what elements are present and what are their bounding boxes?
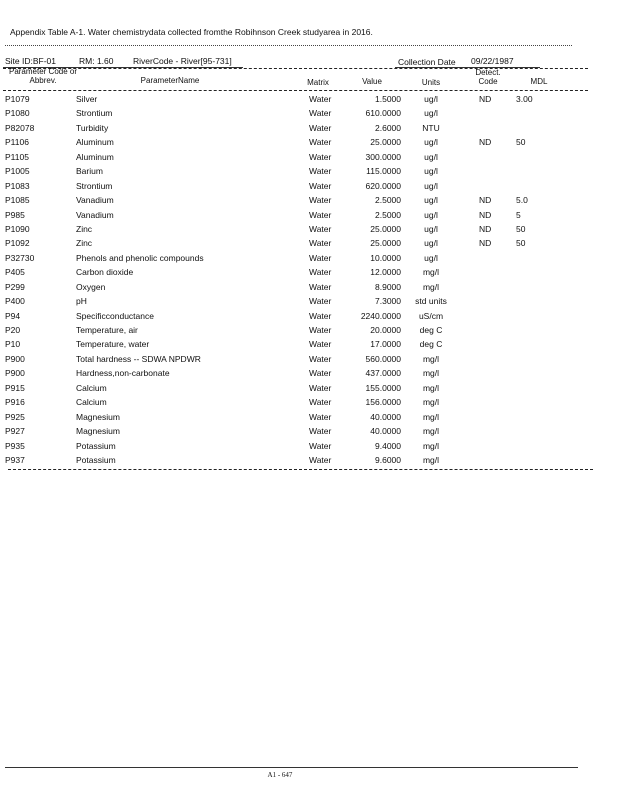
parameter-name-cell: Turbidity — [76, 122, 109, 133]
column-header-divider — [3, 90, 588, 91]
mdl-cell: 5 — [516, 209, 521, 220]
matrix-cell: Water — [309, 454, 332, 465]
value-cell: 2240.0000 — [360, 310, 401, 321]
value-cell: 25.0000 — [370, 137, 401, 148]
parameter-code-cell: P299 — [5, 281, 25, 292]
parameter-code-cell: P405 — [5, 267, 25, 278]
parameter-code-cell: P1083 — [5, 180, 30, 191]
table-row — [0, 265, 618, 279]
mdl-cell: 50 — [516, 238, 526, 249]
column-header-matrix: Matrix — [307, 78, 329, 87]
parameter-name-cell: Calcium — [76, 382, 107, 393]
value-cell: 10.0000 — [370, 252, 401, 263]
parameter-code-cell: P1092 — [5, 238, 30, 249]
collection-date-label: Collection Date — [398, 57, 456, 67]
parameter-code-cell: P937 — [5, 454, 25, 465]
matrix-cell: Water — [309, 195, 332, 206]
detect-code-cell: ND — [479, 137, 492, 148]
parameter-code-cell: P925 — [5, 411, 25, 422]
table-row — [0, 150, 618, 164]
value-cell: 2.6000 — [375, 122, 401, 133]
parameter-name-cell: Carbon dioxide — [76, 267, 134, 278]
parameter-code-cell: P1106 — [5, 137, 29, 148]
units-cell: ug/l — [424, 209, 438, 220]
units-cell: ug/l — [424, 252, 438, 263]
table-row — [0, 208, 618, 222]
column-header-units: Units — [421, 78, 441, 87]
matrix-cell: Water — [309, 94, 332, 104]
parameter-code-cell: P32730 — [5, 252, 35, 263]
parameter-code-cell: P94 — [5, 310, 21, 321]
detect-code-cell: ND — [479, 223, 492, 234]
parameter-name-cell: Hardness,non-carbonate — [76, 368, 170, 379]
table-row — [0, 179, 618, 193]
units-cell: NTU — [422, 122, 440, 133]
units-cell: mg/l — [422, 426, 440, 437]
units-cell: mg/l — [422, 281, 440, 292]
value-cell: 17.0000 — [370, 339, 401, 350]
units-cell: ug/l — [424, 108, 438, 119]
value-cell: 7.3000 — [375, 296, 401, 307]
units-cell: ug/l — [424, 180, 438, 191]
mdl-cell: 3.00 — [516, 94, 533, 104]
units-cell: ug/l — [424, 137, 438, 148]
matrix-cell: Water — [309, 440, 332, 451]
units-cell: mg/l — [422, 368, 440, 379]
table-row — [0, 424, 618, 438]
parameter-name-cell: Specificconductance — [76, 310, 154, 321]
river-code: RiverCode - River[95-731] — [133, 56, 232, 66]
parameter-code-cell: P927 — [5, 426, 25, 437]
detect-code-cell: ND — [479, 209, 492, 220]
data-table — [0, 92, 618, 467]
parameter-code-cell: P900 — [5, 353, 25, 364]
mdl-cell: 5.0 — [516, 195, 528, 206]
mdl-cell: 50 — [516, 137, 526, 148]
units-cell: deg C — [419, 339, 443, 350]
parameter-code-cell: P915 — [5, 382, 25, 393]
units-cell: std units — [415, 296, 447, 307]
column-header-parameter-code: Parameter Code or Abbrev. — [8, 67, 78, 85]
table-row — [0, 294, 618, 308]
table-row — [0, 280, 618, 294]
table-row — [0, 453, 618, 467]
parameter-name-cell: Silver — [76, 94, 98, 104]
units-cell: mg/l — [422, 454, 440, 465]
value-cell: 300.0000 — [365, 151, 401, 162]
table-row — [0, 92, 618, 106]
value-cell: 20.0000 — [370, 325, 401, 335]
parameter-name-cell: Barium — [76, 166, 103, 177]
value-cell: 12.0000 — [370, 267, 401, 278]
table-row — [0, 309, 618, 323]
parameter-name-cell: Magnesium — [76, 411, 120, 422]
parameter-code-cell: P20 — [5, 325, 21, 335]
parameter-code-cell: P900 — [5, 368, 25, 379]
value-cell: 25.0000 — [370, 238, 401, 249]
parameter-name-cell: Vanadium — [76, 209, 114, 220]
parameter-name-cell: pH — [76, 296, 87, 307]
matrix-cell: Water — [309, 397, 332, 408]
matrix-cell: Water — [309, 382, 332, 393]
matrix-cell: Water — [309, 368, 332, 379]
units-cell: mg/l — [422, 353, 440, 364]
matrix-cell: Water — [309, 296, 332, 307]
units-cell: ug/l — [424, 94, 438, 104]
units-cell: uS/cm — [418, 310, 444, 321]
parameter-name-cell: Potassium — [76, 454, 116, 465]
table-row — [0, 164, 618, 178]
parameter-name-cell: Strontium — [76, 108, 113, 119]
units-cell: mg/l — [422, 267, 440, 278]
value-cell: 2.5000 — [375, 195, 401, 206]
parameter-code-cell: P400 — [5, 296, 25, 307]
parameter-code-cell: P1079 — [5, 94, 30, 104]
value-cell: 40.0000 — [370, 426, 401, 437]
matrix-cell: Water — [309, 238, 332, 249]
units-cell: mg/l — [422, 382, 440, 393]
column-header-parameter-name: ParameterName — [140, 76, 200, 85]
units-cell: ug/l — [424, 223, 438, 234]
page-number: A1 - 647 — [267, 771, 293, 779]
table-end-divider — [8, 469, 593, 470]
parameter-code-cell: P1080 — [5, 108, 30, 119]
matrix-cell: Water — [309, 267, 332, 278]
parameter-name-cell: Zinc — [76, 223, 93, 234]
parameter-code-cell: P1085 — [5, 195, 30, 206]
value-cell: 1.5000 — [375, 94, 401, 104]
matrix-cell: Water — [309, 310, 332, 321]
matrix-cell: Water — [309, 325, 332, 335]
units-cell: mg/l — [422, 440, 440, 451]
matrix-cell: Water — [309, 252, 332, 263]
units-cell: ug/l — [424, 151, 438, 162]
river-mile: RM: 1.60 — [79, 56, 114, 66]
table-row — [0, 381, 618, 395]
table-row — [0, 106, 618, 120]
units-cell: mg/l — [422, 411, 440, 422]
parameter-code-cell: P916 — [5, 397, 25, 408]
parameter-name-cell: Vanadium — [76, 195, 114, 206]
value-cell: 8.9000 — [375, 281, 401, 292]
table-row — [0, 222, 618, 236]
value-cell: 9.4000 — [375, 440, 401, 451]
parameter-name-cell: Total hardness -- SDWA NPDWR — [76, 353, 201, 364]
table-caption: Appendix Table A-1. Water chemistrydata collected fromthe Robihnson Creek studyarea in 2016. — [10, 27, 373, 37]
parameter-name-cell: Zinc — [76, 238, 93, 249]
table-row — [0, 337, 618, 351]
table-row — [0, 410, 618, 424]
matrix-cell: Water — [309, 137, 332, 148]
units-cell: deg C — [419, 325, 443, 335]
value-cell: 610.0000 — [365, 108, 401, 119]
value-cell: 40.0000 — [370, 411, 401, 422]
value-cell: 2.5000 — [375, 209, 401, 220]
column-header-detect-code: Detect. Code — [475, 68, 501, 86]
value-cell: 115.0000 — [366, 166, 401, 177]
column-header-mdl: MDL — [530, 77, 548, 86]
units-cell: ug/l — [424, 238, 438, 249]
table-row — [0, 236, 618, 250]
matrix-cell: Water — [309, 151, 332, 162]
table-row — [0, 366, 618, 380]
parameter-name-cell: Strontium — [76, 180, 113, 191]
value-cell: 155.0000 — [365, 382, 401, 393]
table-row — [0, 193, 618, 207]
parameter-code-cell: P1090 — [5, 223, 30, 234]
column-header-value: Value — [362, 77, 382, 86]
parameter-code-cell: P10 — [5, 339, 21, 350]
parameter-name-cell: Magnesium — [76, 426, 120, 437]
detect-code-cell: ND — [479, 195, 492, 206]
parameter-name-cell: Temperature, water — [76, 339, 150, 350]
matrix-cell: Water — [309, 353, 332, 364]
caption-divider — [5, 45, 572, 46]
matrix-cell: Water — [309, 411, 332, 422]
matrix-cell: Water — [309, 426, 332, 437]
value-cell: 560.0000 — [365, 353, 401, 364]
units-cell: ug/l — [424, 195, 438, 206]
footer-rule — [5, 767, 578, 768]
parameter-name-cell: Calcium — [76, 397, 107, 408]
matrix-cell: Water — [309, 339, 332, 350]
detect-code-cell: ND — [479, 238, 492, 249]
table-row — [0, 352, 618, 366]
table-row — [0, 395, 618, 409]
parameter-name-cell: Phenols and phenolic compounds — [76, 252, 204, 263]
parameter-code-cell: P1005 — [5, 166, 30, 177]
mdl-cell: 50 — [516, 223, 526, 234]
parameter-name-cell: Aluminum — [76, 137, 114, 148]
parameter-code-cell: P1105 — [5, 151, 29, 162]
detect-code-cell: ND — [479, 94, 492, 104]
table-row — [0, 251, 618, 265]
value-cell: 620.0000 — [365, 180, 401, 191]
matrix-cell: Water — [309, 108, 332, 119]
value-cell: 25.0000 — [370, 223, 401, 234]
units-cell: ug/l — [424, 166, 438, 177]
parameter-name-cell: Temperature, air — [76, 325, 138, 335]
parameter-name-cell: Potassium — [76, 440, 116, 451]
parameter-code-cell: P935 — [5, 440, 25, 451]
table-row — [0, 121, 618, 135]
parameter-code-cell: P985 — [5, 209, 25, 220]
table-row — [0, 439, 618, 453]
matrix-cell: Water — [309, 223, 332, 234]
table-row — [0, 323, 618, 337]
parameter-name-cell: Aluminum — [76, 151, 114, 162]
matrix-cell: Water — [309, 281, 332, 292]
matrix-cell: Water — [309, 122, 332, 133]
parameter-code-cell: P82078 — [5, 122, 35, 133]
matrix-cell: Water — [309, 209, 332, 220]
site-id: Site ID:BF-01 — [5, 56, 57, 66]
value-cell: 156.0000 — [365, 397, 401, 408]
table-row — [0, 135, 618, 149]
value-cell: 9.6000 — [375, 454, 401, 465]
matrix-cell: Water — [309, 166, 332, 177]
units-cell: mg/l — [422, 397, 440, 408]
value-cell: 437.0000 — [365, 368, 401, 379]
collection-date-value: 09/22/1987 — [471, 56, 514, 66]
matrix-cell: Water — [309, 180, 332, 191]
parameter-name-cell: Oxygen — [76, 281, 106, 292]
